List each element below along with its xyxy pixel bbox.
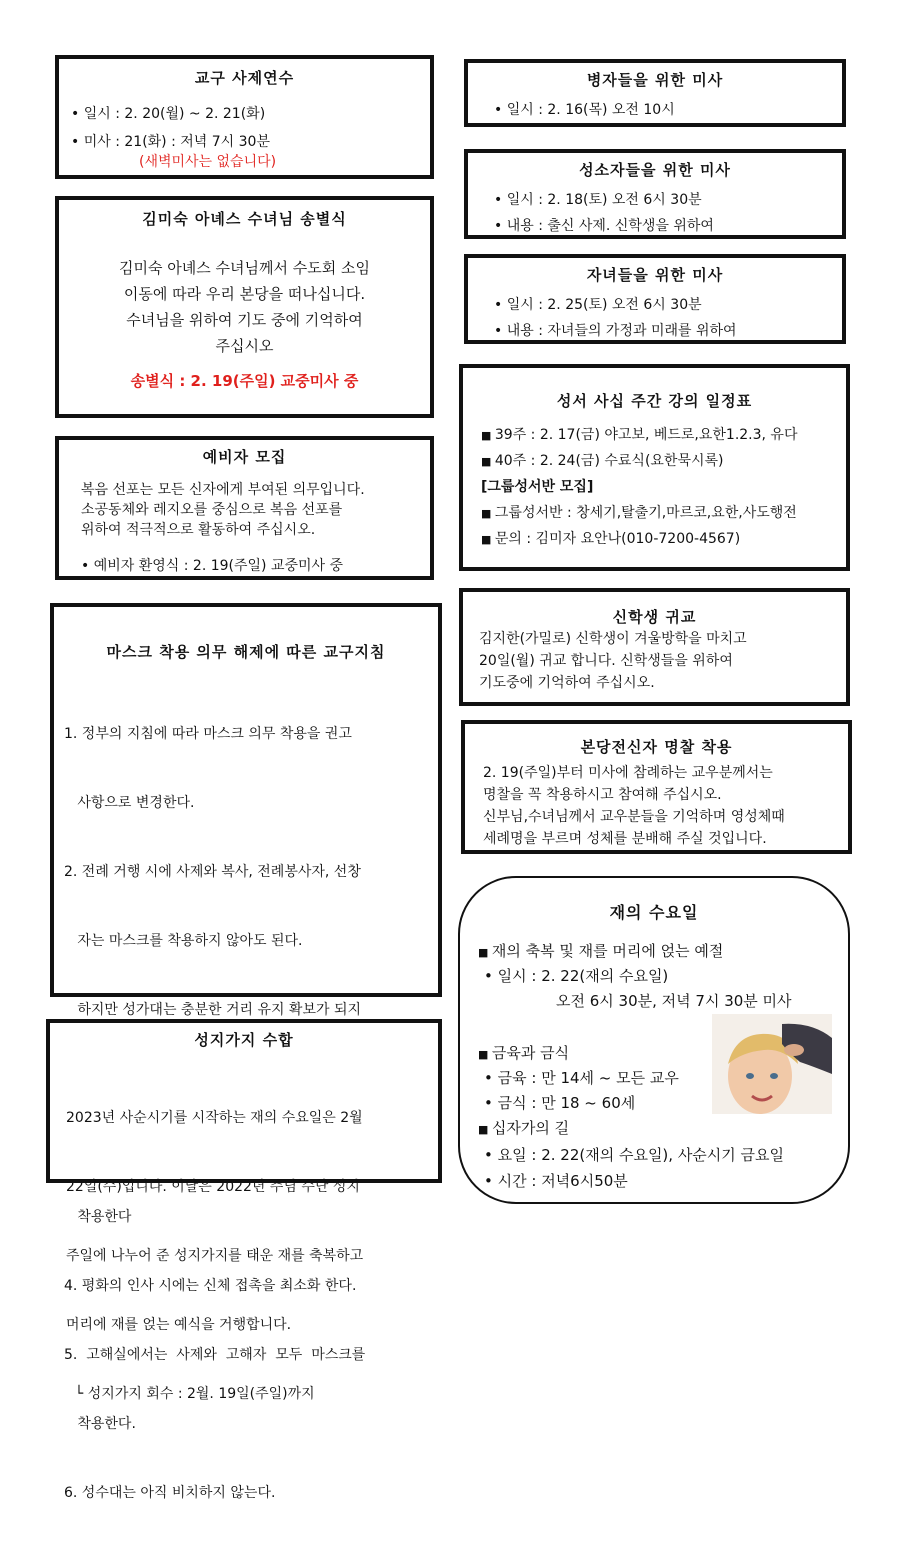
bible-schedule-title: 성서 사십 주간 강의 일정표 <box>556 392 753 410</box>
farewell-body-line: 수녀님을 위하여 기도 중에 기억하여 <box>126 311 363 329</box>
parish-training-mass: • 미사 : 21(화) : 저녁 7시 30분 <box>71 131 270 153</box>
name-tag-line: 세례명을 부르며 성체를 분배해 주실 것입니다. <box>483 831 767 847</box>
ash-wednesday-title: 재의 수요일 <box>609 903 699 922</box>
name-tag-box <box>461 720 852 854</box>
farewell-body-line: 이동에 따라 우리 본당을 떠나십니다. <box>123 285 366 303</box>
ash-wednesday-abstinence: • 금육 : 만 14세 ~ 모든 교우 <box>484 1067 679 1089</box>
bible-schedule-group-header: [그룹성서반 모집] <box>481 479 594 495</box>
ash-child-image <box>712 1014 832 1114</box>
children-mass-title: 자녀들을 위한 미사 <box>586 266 724 284</box>
catechumen-title: 예비자 모집 <box>202 448 287 466</box>
palm-collection-line: 머리에 재를 얹는 예식을 거행합니다. <box>66 1317 292 1333</box>
mask-guideline-line: 사항으로 변경한다. <box>64 795 195 811</box>
name-tag-title: 본당전신자 명찰 착용 <box>580 738 733 756</box>
vocation-mass-title: 성소자들을 위한 미사 <box>579 161 731 179</box>
mask-guideline-line: 6. 성수대는 아직 비치하지 않는다. <box>64 1485 276 1501</box>
catechumen-box <box>55 436 434 580</box>
ash-wednesday-cross-time: • 시간 : 저녁6시50분 <box>484 1170 628 1192</box>
mask-guideline-line: 2. 전례 거행 시에 사제와 복사, 전례봉사자, 선창 <box>64 864 361 880</box>
catechumen-body-line: 복음 선포는 모든 신자에게 부여된 의무입니다. <box>81 482 365 498</box>
ash-wednesday-box <box>458 876 850 1204</box>
bible-schedule-box <box>459 364 850 571</box>
mask-guideline-line: 하지만 성가대는 충분한 거리 유지 확보가 되지 <box>64 1002 362 1018</box>
ash-wednesday-cross-header: ■ 십자가의 길 <box>478 1117 569 1141</box>
parish-training-box <box>55 55 434 179</box>
parish-training-title: 교구 사제연수 <box>194 69 295 87</box>
vocation-mass-content: • 내용 : 출신 사제. 신학생을 위하여 <box>494 215 714 237</box>
ash-wednesday-date: • 일시 : 2. 22(재의 수요일) <box>484 965 668 987</box>
children-mass-content: • 내용 : 자녀들의 가정과 미래를 위하여 <box>494 320 737 342</box>
farewell-title: 김미숙 아녜스 수녀님 송별식 <box>142 210 347 228</box>
name-tag-line: 신부님,수녀님께서 교우분들을 기억하며 영성체때 <box>483 809 785 825</box>
sick-mass-box <box>464 59 846 127</box>
ash-wednesday-days: • 요일 : 2. 22(재의 수요일), 사순시기 금요일 <box>484 1144 784 1166</box>
bible-schedule-group-line: ■ 그룹성서반 : 창세기,탈출기,마르코,요한,사도행전 <box>481 502 797 525</box>
catechumen-body-line: 소공동체와 레지오를 중심으로 복음 선포를 <box>81 502 343 518</box>
palm-collection-body <box>64 1061 366 1452</box>
farewell-box <box>55 196 434 418</box>
farewell-ceremony: 송별식 : 2. 19(주일) 교중미사 중 <box>130 372 359 390</box>
palm-collection-title: 성지가지 수합 <box>194 1031 294 1049</box>
name-tag-line: 명찰을 꼭 착용하시고 참여해 주십시오. <box>483 787 722 803</box>
palm-collection-line: 22일(수)입니다. 이날은 2022년 주님 수난 성지 <box>66 1179 360 1195</box>
catechumen-body <box>81 480 365 540</box>
seminarian-body <box>479 628 747 694</box>
mask-guideline-line: 1. 정부의 지침에 따라 마스크 의무 착용을 권고 <box>64 726 352 742</box>
children-mass-box <box>464 254 846 344</box>
parish-training-note: (새벽미사는 없습니다) <box>139 154 277 170</box>
catechumen-welcome: • 예비자 환영식 : 2. 19(주일) 교중미사 중 <box>81 555 343 577</box>
sick-mass-title: 병자들을 위한 미사 <box>586 71 724 89</box>
mask-guideline-line: 4. 평화의 인사 시에는 신체 접촉을 최소화 한다. <box>64 1278 357 1294</box>
farewell-body-line: 주십시오 <box>215 337 274 355</box>
palm-collection-line: └ 성지가지 회수 : 2월. 19일(주일)까지 <box>66 1386 315 1402</box>
seminarian-line: 김지한(가밀로) 신학생이 겨울방학을 마치고 <box>479 631 747 647</box>
ash-wednesday-time: 오전 6시 30분, 저녁 7시 30분 미사 <box>556 992 792 1010</box>
ash-wednesday-rite: ■ 재의 축복 및 재를 머리에 얹는 예절 <box>478 940 723 964</box>
bible-schedule-contact: ■ 문의 : 김미자 요안나(010-7200-4567) <box>481 528 740 551</box>
mask-guideline-line: 5. 고해실에서는 사제와 고해자 모두 마스크를 <box>64 1347 366 1363</box>
farewell-body <box>59 255 430 359</box>
vocation-mass-date: • 일시 : 2. 18(토) 오전 6시 30분 <box>494 189 702 211</box>
mask-guideline-line: 착용한다 <box>64 1209 132 1225</box>
mask-guidelines-title: 마스크 착용 의무 해제에 따른 교구지침 <box>106 643 386 661</box>
mask-guideline-line: 착용한다. <box>64 1416 136 1432</box>
children-mass-date: • 일시 : 2. 25(토) 오전 6시 30분 <box>494 294 702 316</box>
palm-collection-line: 주일에 나누어 준 성지가지를 태운 재를 축복하고 <box>66 1248 364 1264</box>
bible-schedule-week39: ■ 39주 : 2. 17(금) 야고보, 베드로,요한1.2.3, 유다 <box>481 424 797 447</box>
palm-collection-line: 2023년 사순시기를 시작하는 재의 수요일은 2월 <box>66 1110 363 1126</box>
farewell-body-line: 김미숙 아녜스 수녀님께서 수도회 소임 <box>119 259 370 277</box>
sick-mass-date: • 일시 : 2. 16(목) 오전 10시 <box>494 99 675 121</box>
seminarian-box <box>459 588 850 706</box>
ash-wednesday-fasting: • 금식 : 만 18 ~ 60세 <box>484 1092 635 1114</box>
name-tag-line: 2. 19(주일)부터 미사에 참례하는 교우분께서는 <box>483 765 773 781</box>
ash-wednesday-fast-header: ■ 금육과 금식 <box>478 1042 569 1066</box>
parish-training-date: • 일시 : 2. 20(월) ~ 2. 21(화) <box>71 103 265 125</box>
seminarian-line: 20일(월) 귀교 합니다. 신학생들을 위하여 <box>479 653 733 669</box>
vocation-mass-box <box>464 149 846 239</box>
mask-guideline-line: 자는 마스크를 착용하지 않아도 된다. <box>64 933 303 949</box>
seminarian-title: 신학생 귀교 <box>612 608 697 626</box>
seminarian-line: 기도중에 기억하여 주십시오. <box>479 675 655 691</box>
name-tag-body <box>483 762 785 850</box>
catechumen-body-line: 위하여 적극적으로 활동하여 주십시오. <box>81 522 316 538</box>
bible-schedule-week40: ■ 40주 : 2. 24(금) 수료식(요한묵시록) <box>481 450 723 473</box>
